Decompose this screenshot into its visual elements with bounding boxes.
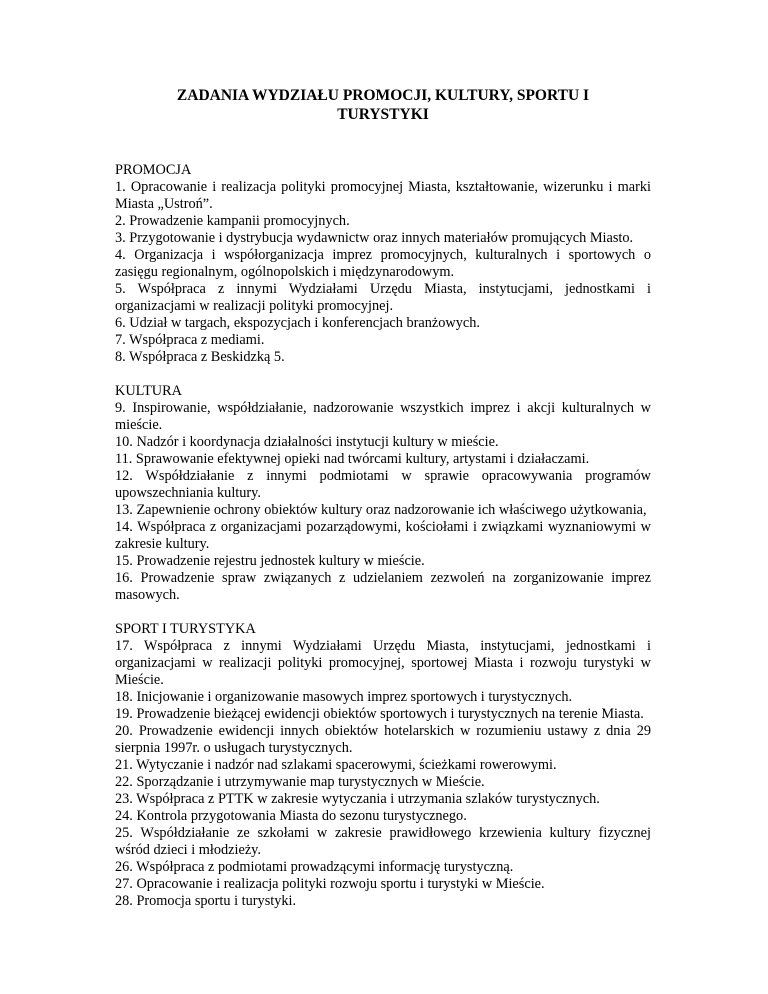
task-item: 5. Współpraca z innymi Wydziałami Urzędu Miasta, instytucjami, jednostkami i organizacjami w realizacji polityki promocyjnej.	[115, 281, 651, 314]
task-item: 27. Opracowanie i realizacja polityki rozwoju sportu i turystyki w Mieście.	[115, 876, 545, 892]
task-item: 15. Prowadzenie rejestru jednostek kultury w mieście.	[115, 553, 425, 569]
task-item: 13. Zapewnienie ochrony obiektów kultury oraz nadzorowanie ich właściwego użytkowania,	[115, 502, 647, 518]
task-item: 26. Współpraca z podmiotami prowadzącymi informację turystyczną.	[115, 859, 514, 875]
task-item: 7. Współpraca z mediami.	[115, 332, 265, 348]
task-item: 1. Opracowanie i realizacja polityki promocyjnej Miasta, kształtowanie, wizerunku i marki Miasta „Ustroń”.	[115, 179, 651, 212]
task-item: 10. Nadzór i koordynacja działalności instytucji kultury w mieście.	[115, 434, 499, 450]
section-heading: SPORT I TURYSTYKA	[115, 621, 256, 637]
document-title: ZADANIA WYDZIAŁU PROMOCJI, KULTURY, SPORTU I TURYSTYKI	[176, 87, 590, 123]
task-item: 28. Promocja sportu i turystyki.	[115, 893, 297, 909]
task-item: 16. Prowadzenie spraw związanych z udzielaniem zezwoleń na zorganizowanie imprez masowych.	[115, 570, 651, 603]
task-item: 14. Współpraca z organizacjami pozarządowymi, kościołami i związkami wyznaniowymi w zakresie kultury.	[115, 519, 651, 552]
task-item: 11. Sprawowanie efektywnej opieki nad twórcami kultury, artystami i działaczami.	[115, 451, 590, 467]
task-item: 8. Współpraca z Beskidzką 5.	[115, 349, 285, 365]
task-item: 18. Inicjowanie i organizowanie masowych imprez sportowych i turystycznych.	[115, 689, 573, 705]
section-promocja	[115, 162, 651, 366]
task-item: 4. Organizacja i współorganizacja imprez promocyjnych, kulturalnych i sportowych o zasięgu regionalnym, ogólnopolskich i międzynarodowym.	[115, 247, 651, 280]
task-item: 21. Wytyczanie i nadzór nad szlakami spacerowymi, ścieżkami rowerowymi.	[115, 757, 557, 773]
task-item: 17. Współpraca z innymi Wydziałami Urzędu Miasta, instytucjami, jednostkami i organizacjami w realizacji polityki promocyjnej, sportowej Miasta i rozwoju turystyki w Mieście.	[115, 638, 651, 688]
task-item: 9. Inspirowanie, współdziałanie, nadzorowanie wszystkich imprez i akcji kulturalnych w mieście.	[115, 400, 651, 433]
document-page	[115, 86, 651, 927]
task-item: 2. Prowadzenie kampanii promocyjnych.	[115, 213, 350, 229]
task-item: 12. Współdziałanie z innymi podmiotami w sprawie opracowywania programów upowszechniania kultury.	[115, 468, 651, 501]
section-sport-i-turystyka	[115, 621, 651, 910]
task-item: 6. Udział w targach, ekspozycjach i konferencjach branżowych.	[115, 315, 480, 331]
task-item: 23. Współpraca z PTTK w zakresie wytyczania i utrzymania szlaków turystycznych.	[115, 791, 600, 807]
task-item: 24. Kontrola przygotowania Miasta do sezonu turystycznego.	[115, 808, 467, 824]
section-kultura	[115, 383, 651, 604]
task-item: 19. Prowadzenie bieżącej ewidencji obiektów sportowych i turystycznych na terenie Miasta.	[115, 706, 644, 722]
task-item: 25. Współdziałanie ze szkołami w zakresie prawidłowego krzewienia kultury fizycznej wśród dzieci i młodzieży.	[115, 825, 651, 858]
section-heading: KULTURA	[115, 383, 182, 399]
task-item: 22. Sporządzanie i utrzymywanie map turystycznych w Mieście.	[115, 774, 485, 790]
section-heading: PROMOCJA	[115, 162, 192, 178]
task-item: 20. Prowadzenie ewidencji innych obiektów hotelarskich w rozumieniu ustawy z dnia 29 sierpnia 1997r. o usługach turystycznych.	[115, 723, 651, 756]
task-item: 3. Przygotowanie i dystrybucja wydawnictw oraz innych materiałów promujących Miasto.	[115, 230, 634, 246]
